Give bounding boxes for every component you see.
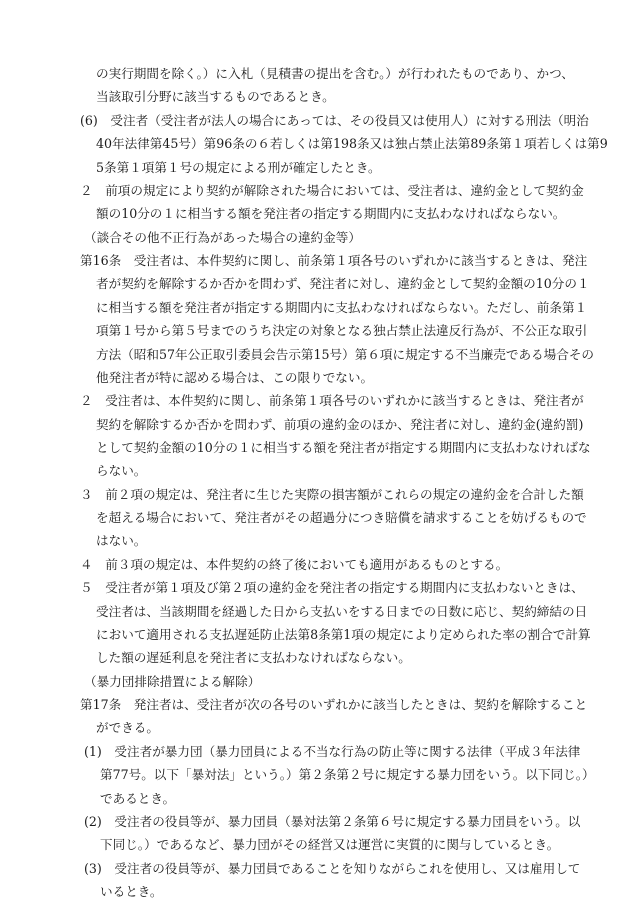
text-line: 当該取引分野に該当するものであるとき。: [96, 89, 335, 105]
text-line: 項第１号から第５号までのうち決定の対象となる独占禁止法違反行為が、不公正な取引: [96, 323, 588, 339]
text-line: 方法（昭和57年公正取引委員会告示第15号）第６項に規定する不当廉売である場合その: [96, 346, 595, 362]
text-line: した額の遅延利息を発注者に支払わなければならない。: [96, 650, 411, 666]
article-heading: 第16条 受注者は、本件契約に関し、前条第１項各号のいずれかに該当するときは、発注: [80, 253, 588, 268]
text-line: らない。: [96, 463, 147, 479]
text-line: いるとき。: [100, 884, 163, 899]
text-line: 第77号。以下「暴対法」という。）第２条第２号に規定する暴力団をいう。以下同じ。）: [100, 767, 595, 783]
article-heading: 第17条 発注者は、受注者が次の各号のいずれかに該当したときは、契約を解除すること: [80, 697, 588, 712]
text-line: であるとき。: [100, 790, 176, 806]
list-item: (1) 受注者が暴力団（暴力団員による不当な行為の防止等に関する法律（平成３年法律: [84, 743, 581, 759]
text-line: の実行期間を除く。）に入札（見積書の提出を含む。）が行われたものであり、かつ、: [96, 66, 574, 81]
text-line: 者が契約を解除するか否かを問わず、発注者に対し、違約金として契約金額の10分の１: [96, 276, 590, 292]
section-heading: （談合その他不正行為があった場合の違約金等）: [84, 229, 361, 245]
text-line: 5条第１項第１号の規定による刑が確定したとき。: [96, 159, 381, 175]
text-line: を超える場合において、発注者がその超過分につき賠償を請求することを妨げるもので: [96, 510, 587, 526]
text-line: 40年法律第45号）第96条の６若しくは第198条又は独占禁止法第89条第１項若しくは第9: [96, 136, 608, 152]
text-line: 契約を解除するか否かを問わず、前項の違約金のほか、発注者に対し、違約金(違約罰): [96, 416, 584, 432]
text-line: 他発注者が特に認める場合は、この限りでない。: [96, 369, 374, 385]
text-line: 下同じ。）であるなど、暴力団がその経営又は運営に実質的に関与しているとき。: [100, 837, 560, 853]
text-line: ５ 受注者が第１項及び第２項の違約金を発注者の指定する期間内に支払わないときは、: [80, 580, 584, 596]
text-line: ３ 前２項の規定は、発注者に生じた実際の損害額がこれらの規定の違約金を合計した額: [80, 486, 584, 502]
text-line: として契約金額の10分の１に相当する額を発注者が指定する期間内に支払わなければな: [96, 439, 591, 455]
text-line: はない。: [96, 533, 147, 549]
text-line: ができる。: [96, 720, 159, 736]
section-heading: （暴力団排除措置による解除）: [84, 673, 261, 689]
text-line: ２ 前項の規定により契約が解除された場合においては、受注者は、違約金として契約金: [80, 182, 584, 198]
text-line: ４ 前３項の規定は、本件契約の終了後においても適用があるものとする。: [80, 556, 509, 572]
text-line: 受注者は、当該期間を経過した日から支払いをする日までの日数に応じ、契約締結の日: [96, 603, 588, 619]
list-item: (2) 受注者の役員等が、暴力団員（暴対法第２条第６号に規定する暴力団員をいう。以: [84, 813, 581, 829]
text-line: ２ 受注者は、本件契約に関し、前条第１項各号のいずれかに該当するときは、発注者が: [80, 393, 584, 409]
text-line: 額の10分の１に相当する額を発注者の指定する期間内に支払わなければならない。: [96, 206, 566, 222]
text-line: において適用される支払遅延防止法第8条第1項の規定により定められた率の割合で計算: [96, 626, 591, 642]
text-line: (6) 受注者（受注者が法人の場合にあっては、その役員又は使用人）に対する刑法（明治: [80, 112, 589, 128]
list-item: (3) 受注者の役員等が、暴力団員であることを知りながらこれを使用し、又は雇用して: [84, 860, 581, 876]
text-line: に相当する額を発注者が指定する期間内に支払わなければならない。ただし、前条第１: [96, 299, 588, 315]
